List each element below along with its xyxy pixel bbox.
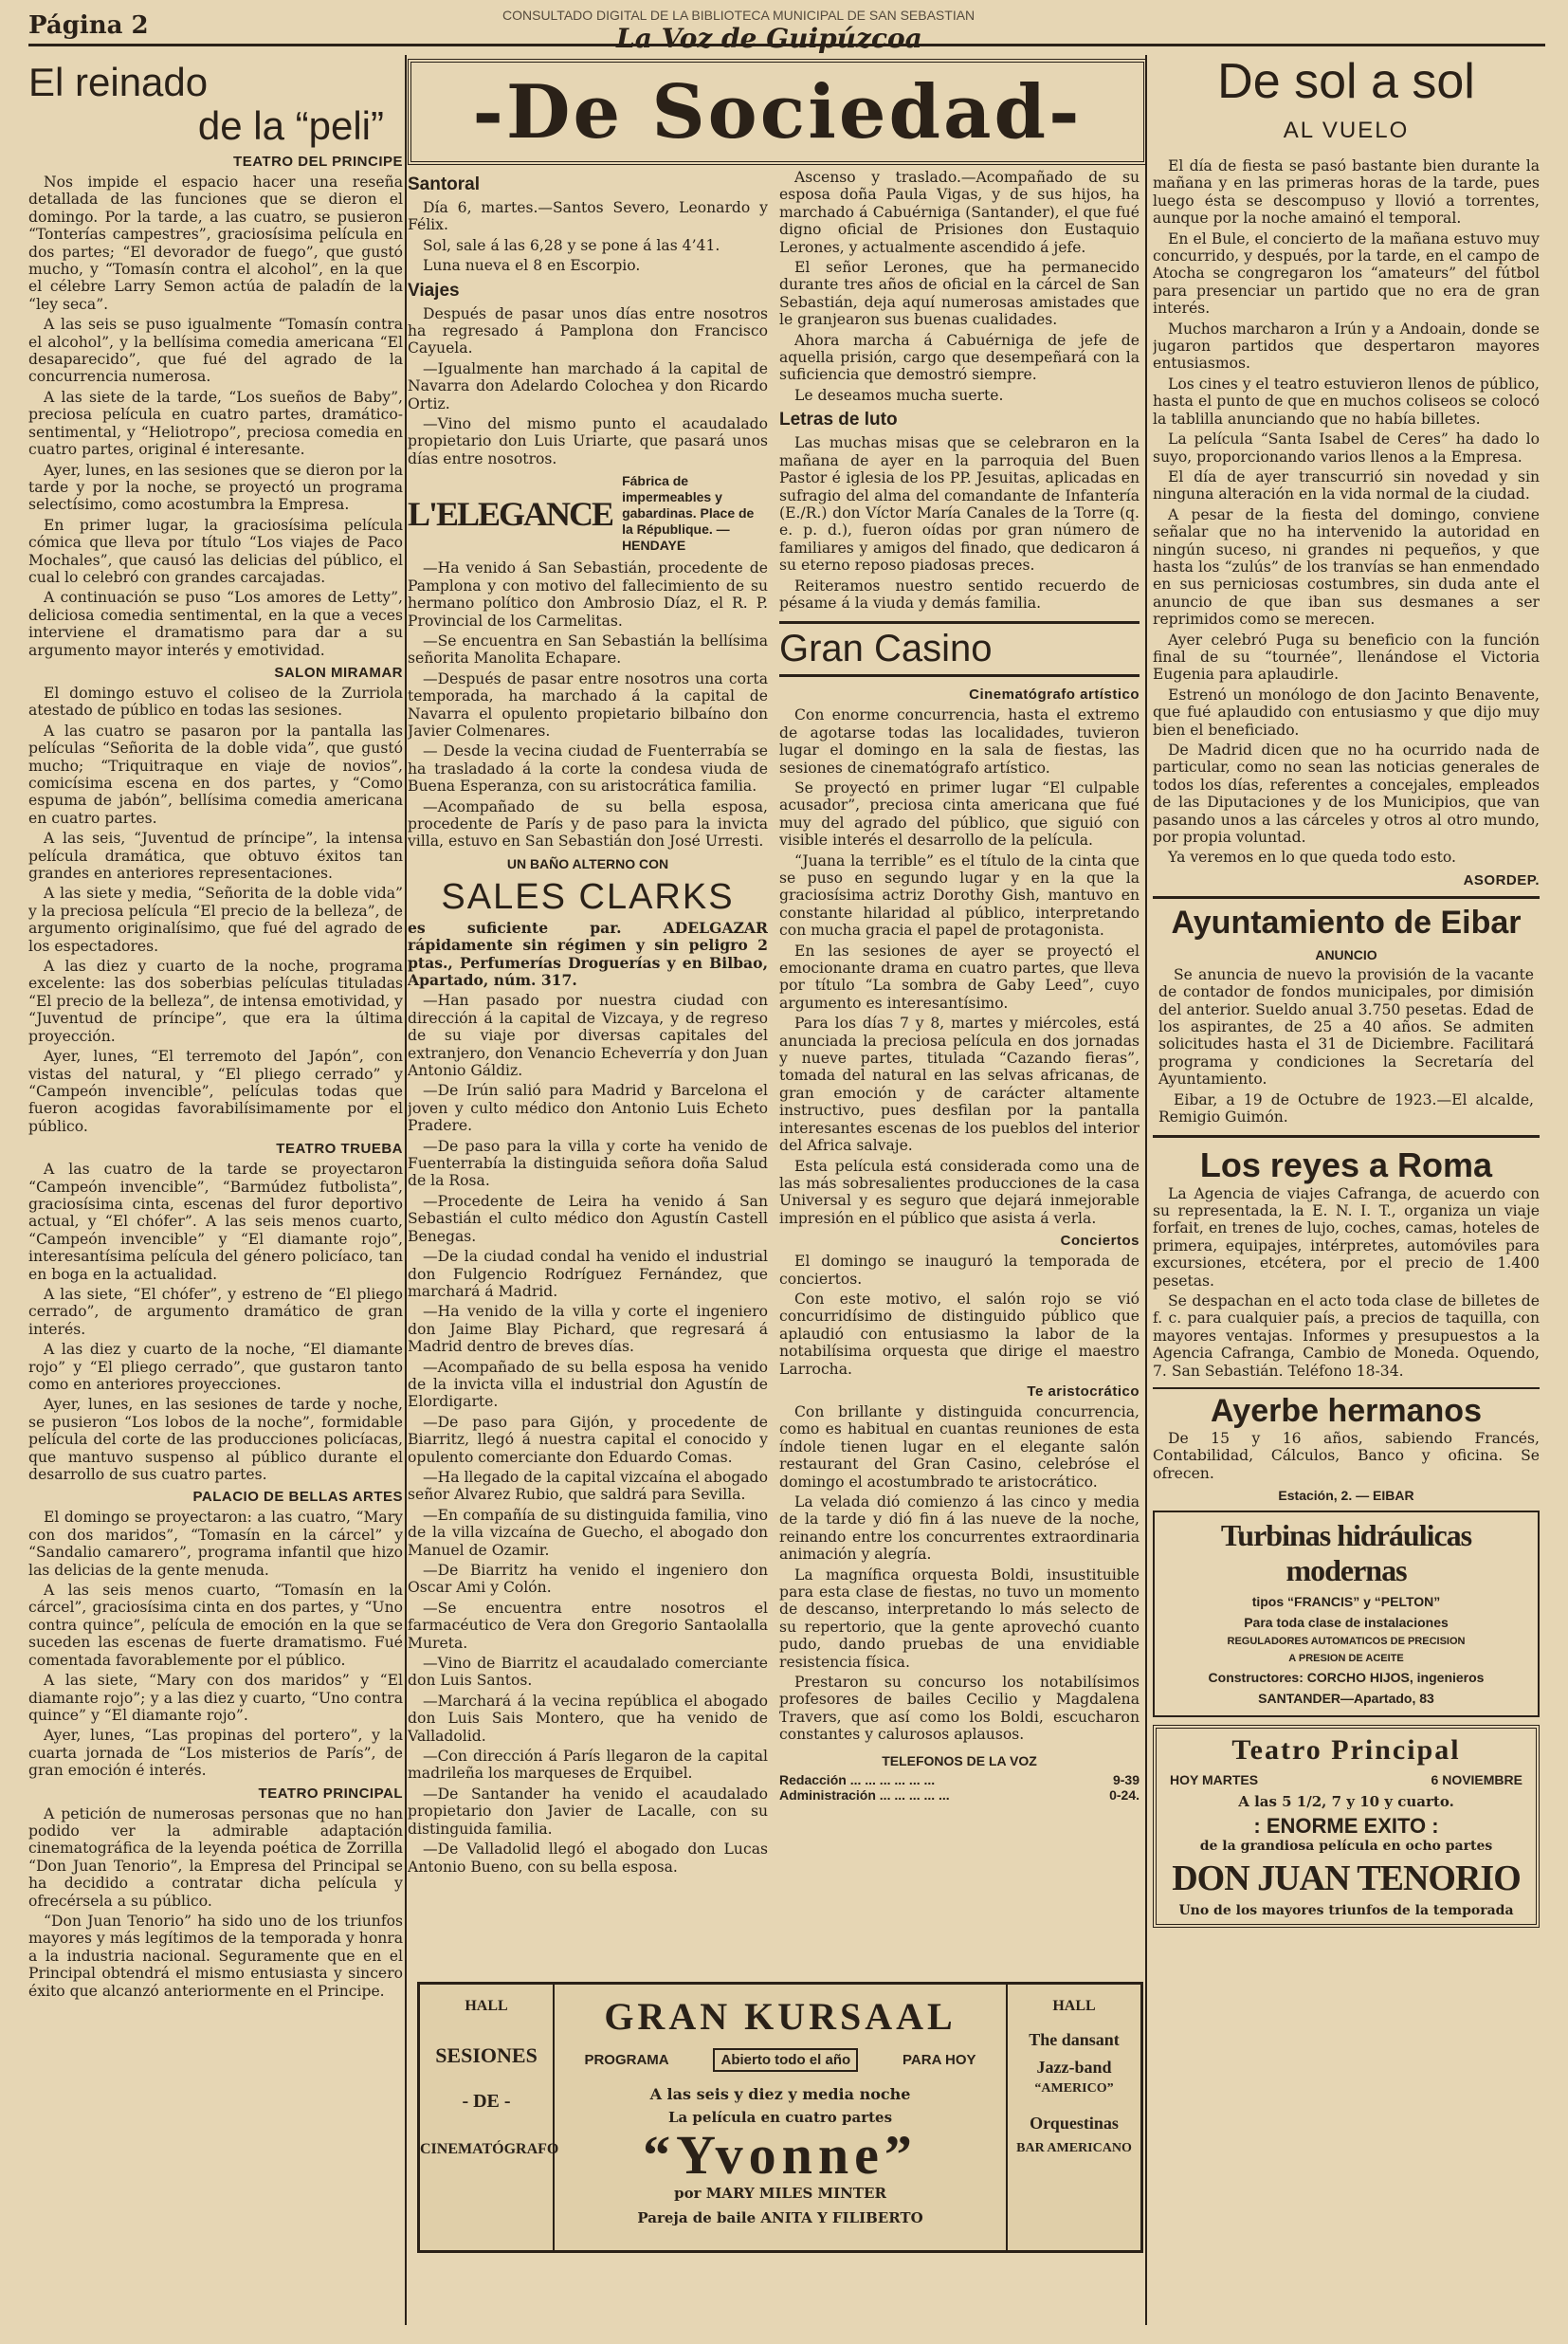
paragraph: A las cuatro de la tarde se proyectaron “Campeón invencible”, “Barmúdez futbolista”, graciosísima cinta, escenas del furor deportivo actual, y “El chófer”. A las seis menos cuarto, “Campeón invencible” y “El diamante rojo”, interesantísima película del género policíaco, tan en boga en la actualidad. [28, 1161, 403, 1283]
sociedad-title: -De Sociedad- [408, 59, 1147, 165]
paragraph: Ascenso y traslado.—Acompañado de su esposa doña Paula Vigas, y de sus hijos, ha marchado á Cabuérniga (Santander), el que fué digno oficial de Prisiones don Eustaquio Lerones, y actualmente ascendido á jefe. [779, 169, 1140, 256]
archive-stamp: CONSULTADO DIGITAL DE LA BIBLIOTECA MUNICIPAL DE SAN SEBASTIAN [502, 8, 975, 23]
paragraph: —Procedente de Leira ha venido á San Sebastián el culto médico don Agustín Castell Benegas. [408, 1192, 768, 1245]
paragraph: Se proyectó en primer lugar “El culpable acusador”, preciosa cinta americana que fué muy del agrado del público, que siguió con visible interés el desarrollo de la película. [779, 778, 1140, 850]
title-line: El reinado [28, 60, 209, 104]
telefono-redaccion [779, 1772, 1140, 1787]
turbinas-line: Constructores: CORCHO HIJOS, ingenieros [1208, 1670, 1485, 1686]
paragraph: A las diez y cuarto de la noche, “El diamante rojo” y “El pliego cerrado”, que gustaron tanto como en anteriores proyecciones. [28, 1341, 403, 1393]
telefono-administracion [779, 1787, 1140, 1803]
paragraph: —De Biarritz ha venido el ingeniero don Oscar Ami y Colón. [408, 1562, 768, 1597]
conciertos-list [779, 1253, 1140, 1378]
cine-list [779, 706, 1140, 1227]
paragraph: Le deseamos mucha suerte. [794, 386, 1004, 404]
abierto-label: Abierto todo el año [713, 2048, 858, 2072]
kursaal-pareja: Pareja de baile ANITA Y FILIBERTO [637, 2209, 923, 2226]
kursaal-ad [417, 1982, 1143, 2253]
eibar-ad [1153, 896, 1540, 1138]
teatro-principal-ad [1153, 1725, 1540, 1928]
kursaal-programa-row [562, 2048, 998, 2072]
jazz-label: Jazz-band [1036, 2058, 1112, 2077]
paragraph: Reiteramos nuestro sentido recuerdo de pésame á la viuda y demás familia. [779, 577, 1140, 612]
paragraph: —Marchará á la vecina república el abogado don Luis Sais Montero, que ha venido de Valladolid. [408, 1692, 768, 1745]
viajes-list [408, 992, 768, 1876]
paragraph: A continuación se puso “Los amores de Letty”, deliciosa comedia sentimental, en la que a veces interviene el dramatismo para dar a su argumento mayor interés y emotividad. [28, 589, 403, 659]
section-heading: Te aristocrático [1027, 1383, 1140, 1400]
turbinas-ad [1153, 1511, 1540, 1717]
paragraph: —Se encuentra en San Sebastián la bellísima señorita Manolita Echapare. [408, 632, 768, 668]
paragraph: A las siete, “Mary con dos maridos” y “El diamante rojo”; y a las diez y cuarto, “Uno contra quince” y “El diamante rojo”. [28, 1672, 403, 1724]
paragraph: Con brillante y distinguida concurrencia, como es habitual en cuantas reuniones de esta índole tienen lugar en el elegante salón restaurant del Gran Casino, celebróse el domingo el acostumbrado te aristocrático. [779, 1402, 1140, 1491]
paragraph: Nos impide el espacio hacer una reseña detallada de las funciones que se dieron el domingo. Por la tarde, a las cuatro, se pusieron “Tonterías campestres”, graciosísima película en dos partes; “El devorador de fuego”, que gustó mucho, y “Tomasín contra el alcohol”, en la que el célebre Larry Semon actúa de paladín de la “ley seca”. [28, 174, 403, 313]
paragraph: En el Bule, el concierto de la mañana estuvo muy concurrido, y después, por la tarde, en el campo de Atocha se congregaron los “amateurs” del fútbol para presenciar un partido que no era de gran interés. [1153, 229, 1540, 318]
paragraph: En primer lugar, la graciosísima película cómica que lleva por título “Los viajes de Paco Mochales”, que causó las delicias del público, el cual lo celebró con grandes carcajadas. [28, 516, 403, 586]
sesiones-label: SESIONES [435, 2043, 538, 2067]
paragraph: En las sesiones de ayer se proyectó el emocionante drama en cuatro partes, que lleva por título “La sombra de Gaby Leed”, cuyo argumento es interesantísimo. [779, 942, 1140, 1012]
eibar-sub: ANUNCIO [1315, 946, 1377, 962]
paragraph: —De paso para la villa y corte ha venido de Fuenterrabía la distinguida señora doña Salud de la Rosa. [408, 1137, 768, 1190]
luto-list [779, 434, 1140, 612]
eibar-sign: Eibar, a 19 de Octubre de 1923.—El alcalde, Remigio Guimón. [1158, 1090, 1534, 1126]
paragraph: —Acompañado de su bella esposa ha venido de la invicta villa el industrial don Agustín de Elordigarte. [408, 1358, 768, 1411]
paragraph: Los cines y el teatro estuvieron llenos de público, hasta el punto de que en muchos coliseos se colocó la tablilla anunciando que no había billetes. [1153, 375, 1540, 428]
paragraph: La película “Santa Isabel de Ceres” ha dado lo suyo, proporcionando varios llenos a la Empresa. [1153, 430, 1540, 466]
section-heading: Viajes [408, 280, 460, 301]
elegance-ad [408, 473, 768, 554]
turbinas-line: SANTANDER—Apartado, 83 [1258, 1691, 1434, 1707]
paragraph: —Con dirección á París llegaron de la capital madrileña los marqueses de Erquibel. [408, 1748, 768, 1783]
bar-label: BAR AMERICANO [1016, 2141, 1132, 2155]
paragraph: —De Santander ha venido el acaudalado propietario don Javier de Lacalle, con su distinguida familia. [408, 1785, 768, 1838]
paragraph: —Ha llegado de la capital vizcaína el abogado señor Alvarez Rubio, que saldrá para Sevilla. [408, 1468, 768, 1504]
paragraph: —De Irún salió para Madrid y Barcelona el joven y culto médico don Antonio Luis Echeto Pradere. [408, 1082, 768, 1135]
paragraph: A las seis menos cuarto, “Tomasín en la cárcel”, graciosísima cinta en dos partes, y “Uno contra quince”, película de emoción en la que se suceden las escenas de fuerte dramatismo. Fué comentada favorablemente por el público. [28, 1582, 403, 1669]
tp-title: Teatro Principal [1231, 1734, 1461, 1767]
turbinas-title: Turbinas hidráulicas modernas [1220, 1518, 1472, 1588]
tp-times: A las 5 1/2, 7 y 10 y cuarto. [1238, 1793, 1454, 1811]
ayerbe-title: Ayerbe hermanos [1153, 1387, 1540, 1430]
section-heading: TEATRO DEL PRINCIPE [233, 154, 403, 170]
turbinas-line: A PRESION DE ACEITE [1288, 1653, 1404, 1665]
kursaal-pelicula: La película en cuatro partes [667, 2109, 893, 2126]
paragraph: A pesar de la fiesta del domingo, conviene señalar que no ha intervenido la autoridad en ningún suceso, ni grandes ni pequeños, y que hasta los “zulús” de los tranvías se han enmendado en sus perniciosas costumbres, sin duda ante el anuncio de que iban sus desmanes a ser reprimidos como se merecen. [1153, 505, 1540, 629]
paragraph: —De la ciudad condal ha venido el industrial don Fulgencio Rodríguez Fernández, que marchará á Madrid. [408, 1248, 768, 1300]
ayerbe-address: Estación, 2. — EIBAR [1278, 1488, 1414, 1504]
tp-foot: Uno de los mayores triunfos de la temporada [1178, 1903, 1514, 1919]
kursaal-horas: A las seis y diez y media noche [649, 2085, 911, 2103]
paragraph: Esta película está considerada como una de las más sobresalientes producciones de la casa Universal y es seguro que dejará inmejorable impresión en el público que asista á verla. [779, 1157, 1140, 1227]
eibar-title: Ayuntamiento de Eibar [1171, 904, 1522, 941]
title-line: de la “peli” [197, 103, 384, 148]
paragraph: A las diez y cuarto de la noche, programa excelente: las dos soberbias películas tituladas “El precio de la belleza”, de intensa emotividad, y “Juventud de príncipe”, que era la última proyección. [28, 958, 403, 1045]
paragraph: De Madrid dicen que no ha ocurrido nada de particular, como no sean las noticias generales de todos los días, referentes a concejales, empleados de las Diputaciones y de los Municipios, que van pasando unos a las cárceles y otros al otro mundo, por propia voluntad. [1153, 742, 1540, 847]
paragraph: —Acompañado de su bella esposa, procedente de París y de paso para la invicta villa, estuvo en San Sebastián don José Urresti. [408, 797, 768, 851]
paragraph: A las cuatro se pasaron por la pantalla las películas “Señorita de la doble vida”, que gustó mucho; “Triquitraque en viaje de novios”, comicísima escena en dos partes, y “Como espuma de jabón”, bellísima comedia americana en cuatro partes. [28, 722, 403, 827]
paragraph: —De Valladolid llegó el abogado don Lucas Antonio Bueno, con su bella esposa. [408, 1840, 768, 1876]
signature: ASORDEP. [1463, 871, 1540, 888]
hall-label: HALL [465, 1998, 508, 2014]
telefonos-heading: TELEFONOS DE LA VOZ [882, 1752, 1037, 1768]
tp-exito: : ENORME EXITO : [1253, 1814, 1439, 1839]
paragraph: Ayer, lunes, en las sesiones de tarde y noche, se pusieron “Los lobos de la noche”, formidable película del corte de las producciones policíacas, que mantuvo suspenso al público durante el desarrollo de sus cuatro partes. [28, 1396, 403, 1484]
turbinas-line: REGULADORES AUTOMATICOS DE PRECISION [1227, 1636, 1466, 1648]
section-heading: PALACIO DE BELLAS ARTES [192, 1489, 403, 1506]
eibar-text: Se anuncia de nuevo la provisión de la vacante de contador de fondos municipales, por dimisión del anterior. Sueldo anual 3.750 pesetas. Edad de los aspirantes, de 25 a 40 años. Se admiten solicitudes hasta el 31 de Diciembre. Facilitará programa y condiciones la Secretaría del Ayuntamiento. [1158, 965, 1534, 1089]
tp-date-row [1170, 1772, 1522, 1787]
paragraph: Sol, sale á las 6,28 y se pone á las 4’41. [423, 236, 720, 254]
paragraph: A las siete y media, “Señorita de la doble vida” y la preciosa película “El precio de la belleza”, de argumento originalísimo, que fué del agrado de los espectadores. [28, 885, 403, 955]
paragraph: A las siete, “El chófer”, y estreno de “El pliego cerrado”, de argumento dramático de gran interés. [28, 1285, 403, 1338]
column-rule [1145, 55, 1147, 2325]
paragraph: La magnífica orquesta Boldi, insustituible para esta clase de fiestas, no tuvo un momento de descanso, interpretando lo más selecto de su repertorio, que la gente aprovechó cuanto pudo, dando pruebas de una envidiable resistencia física. [779, 1566, 1140, 1671]
sales-ad-title: SALES CLARKS [441, 876, 735, 917]
paragraph: El domingo estuvo el coliseo de la Zurriola atestado de público en todas las sesiones. [28, 684, 403, 720]
kursaal-film: “Yvonne” [643, 2124, 918, 2186]
paragraph: —De paso para Gijón, y procedente de Biarritz, llegó á nuestra capital el conocido y opulento comerciante don Eduardo Comas. [408, 1413, 768, 1466]
column-de-sol-a-sol [1153, 55, 1540, 2325]
dansant-label: The dansant [1029, 2030, 1120, 2049]
column-cinema-reviews [28, 55, 403, 2325]
masthead: La Voz de Guipúzcoa [616, 23, 922, 54]
reyes-text: La Agencia de viajes Cafranga, de acuerdo con su representada, la E. N. I. T., organiza un viaje forfait, en trenes de lujo, coches, camas, hoteles de primera, equipajes, intérpretes, automóviles para excursiones, etcétera, por el precio de 1.400 pesetas. [1153, 1184, 1540, 1290]
ascenso-list [779, 169, 1140, 404]
paragraph: Con este motivo, el salón rojo se vió concurridísimo de distinguido público que aplaudió con entusiasmo la labor de la notabilísima orquesta que dirige el maestro Larrocha. [779, 1290, 1140, 1378]
paragraph: Día 6, martes.—Santos Severo, Leonardo y Félix. [408, 199, 768, 234]
paragraph: A petición de numerosas personas que no han podido ver la admirable adaptación cinematográfica de la leyenda poética de Zorrilla “Don Juan Tenorio”, la Empresa del Principal se ha decidido a contratar dicha película y ofrecérsela a su público. [28, 1804, 403, 1910]
tel-number: 9-39 [1112, 1771, 1140, 1787]
paragraph: Prestaron su concurso los notabilísimos profesores de bailes Cecilio y Magdalena Travers, que así como los Boldi, escucharon constantes y calurosos aplausos. [779, 1674, 1140, 1744]
paragraph: —Ha venido de la villa y corte el ingeniero don Jaime Blay Pichard, que regresará á Madrid dentro de breves días. [408, 1303, 768, 1356]
paragraph: “Don Juan Tenorio” ha sido uno de los triunfos mayores y más legítimos de la temporada y honra a la industria nacional. Seguramente que en el Principal obtendrá el mismo entusiasta y sincero éxito que alcanzó anteriormente en el Principe. [28, 1912, 403, 2000]
kursaal-left-panel [420, 1985, 559, 2250]
programa-label: PROGRAMA [584, 2052, 669, 2068]
para-hoy-label: PARA HOY [903, 2052, 976, 2068]
column-rule [405, 55, 407, 2325]
article-title [28, 61, 403, 148]
paragraph: —Igualmente han marchado á la capital de Navarra don Adelardo Colochea y don Ricardo Ortiz. [408, 359, 768, 412]
paragraph: El día de fiesta se pasó bastante bien durante la mañana y en las primeras horas de la tarde, pues luego ésta se descompuso y llovió a torrentes, aunque por la noche amainó el temporal. [1153, 157, 1540, 228]
viajes-list [408, 559, 768, 851]
tp-desc: de la grandiosa película en ocho partes [1199, 1839, 1493, 1855]
paragraph: El señor Lerones, que ha permanecido durante tres años de oficial en la cárcel de San Sebastián, deja aquí numerosas amistades que le granjearon sus buenas cualidades. [779, 259, 1140, 329]
paragraph: Estrenó un monólogo de don Jacinto Benavente, que fué aplaudido con entusiasmo y que dijo muy bien el beneficiado. [1153, 686, 1540, 739]
sol-paragraphs [1153, 157, 1540, 867]
paragraph: El domingo se proyectaron: a las cuatro, “Mary con dos maridos”, “Tomasín en la cárcel” y “Sandalio camarero”, programa infantil que hizo las delicias de la gente menuda. [28, 1509, 403, 1579]
column-society-2 [779, 169, 1140, 1946]
kursaal-title: GRAN KURSAAL [604, 1995, 957, 2038]
tp-date-right: 6 NOVIEMBRE [1431, 1772, 1522, 1788]
sales-ad-text: es suficiente par. ADELGAZAR rápidamente sin régimen y sin peligro 2 ptas., Perfumerías Droguerías y en Bilbao, Apartado, núm. 317. [408, 918, 768, 989]
paragraph: Las muchas misas que se celebraron en la mañana de ayer en la parroquia del Buen Pastor é iglesia de los PP. Jesuitas, aplicadas en sufragio del alma del comandante de Infantería (E./R.) don Víctor María Canales de la Torre (q. e. p. d.), fueron oídas por gran número de familiares y amigos del finado, que dedicaron á su eterno reposo piadosas preces. [779, 434, 1140, 575]
reyes-title: Los reyes a Roma [1199, 1145, 1493, 1184]
tel-label: Administración ... ... ... ... ... [779, 1786, 950, 1803]
orquestinas-label: Orquestinas [1030, 2114, 1119, 2133]
section-heading: Cinematógrafo artístico [969, 687, 1140, 704]
tp-film: DON JUAN TENORIO [1172, 1859, 1521, 1899]
paragraph: Ayer, lunes, “El terremoto del Japón”, con vistas del natural, y “El pliego cerrado” y “Campeón invencible”, películas todas que fueron acogidas favorabilísimamente por el público. [28, 1048, 403, 1135]
paragraph: La velada dió comienzo á las cinco y media de la tarde y dió fin á las nueve de la noche, reinando entre los concurrentes extraordinaria animación y alegría. [779, 1493, 1140, 1564]
paragraph: A las seis, “Juventud de príncipe”, la intensa película dramática, que obtuvo éxitos tan grandes en anteriores representaciones. [28, 830, 403, 883]
tp-date-left: HOY MARTES [1170, 1772, 1259, 1788]
hall-label: HALL [1052, 1998, 1096, 2014]
gran-casino-title: Gran Casino [779, 621, 1140, 677]
paragraph: Luna nueva el 8 en Escorpio. [423, 257, 641, 275]
page-number: Página 2 [28, 11, 149, 40]
paragraph: Ahora marcha á Cabuérniga de jefe de aquella prisión, cargo que desempeñará con la suficiencia que demostró siempre. [779, 331, 1140, 384]
paragraph: “Juana la terrible” es el título de la cinta que se puso en segundo lugar y en la que la graciosísima actriz Dorothy Gish, mantuvo en constante hilaridad al público, interpretando con mucha gracia el papel de protagonista. [779, 852, 1140, 940]
paragraph: A las seis se puso igualmente “Tomasín contra el alcohol”, y la bellísima comedia americana “El desaparecido”, que fué del agrado de la concurrencia numerosa. [28, 316, 403, 386]
turbinas-line: tipos “FRANCIS” y “PELTON” [1251, 1594, 1441, 1610]
cinematografo-label: CINEMATÓGRAFO [420, 2141, 559, 2157]
tel-label: Redacción ... ... ... ... ... ... [779, 1771, 936, 1787]
paragraph: —En compañía de su distinguida familia, vino de la villa vizcaína de Guecho, el abogado don Manuel de Ozamir. [408, 1506, 768, 1559]
paragraph: Ayer, lunes, en las sesiones que se dieron por la tarde y por la noche, se proyectó un programa selectísimo, como acostumbra la Empresa. [28, 461, 403, 514]
reyes-text: Se despachan en el acto toda clase de billetes de f. c. para cualquier país, a precios de taquilla, con mayores ventajas. Informes y presupuestos a la Agencia Cafranga, Cambio de Moneda. Oquendo, 7. San Sebastián. Teléfono 18-34. [1153, 1291, 1540, 1380]
de-label: - DE - [462, 2091, 511, 2112]
sales-ad-head: UN BAÑO ALTERNO CON [506, 855, 669, 871]
paragraph: A las siete de la tarde, “Los sueños de Baby”, preciosa película en cuatro partes, dramático-sentimental, y “Heliotropo”, preciosa comedia en cuatro partes, original é interesante. [28, 388, 403, 459]
paragraph: Después de pasar unos días entre nosotros ha regresado á Pamplona don Francisco Cayuela. [408, 304, 768, 357]
paragraph: Con enorme concurrencia, hasta el extremo de agotarse todas las localidades, tuvieron lugar el domingo en la sala de fiestas, las sesiones de cinematógrafo artístico. [779, 706, 1140, 777]
paragraph: El día de ayer transcurrió sin novedad y sin ninguna alteración en la vida normal de la ciudad. [1153, 467, 1540, 504]
ayerbe-text: De 15 y 16 años, sabiendo Francés, Contabilidad, Cálculos, Banco y oficina. Se ofrecen. [1153, 1429, 1540, 1482]
section-heading: Santoral [408, 174, 481, 194]
section-heading: Letras de luto [779, 410, 898, 430]
turbinas-line: Para toda clase de instalaciones [1244, 1615, 1449, 1631]
paragraph: —Vino del mismo punto el acaudalado propietario don Luis Uriarte, que pasará unos días entre nosotros. [408, 415, 768, 467]
section-heading: SALON MIRAMAR [274, 664, 403, 681]
americo-label: “AMERICO” [1034, 2081, 1114, 2096]
paragraph: — Desde la vecina ciudad de Fuenterrabía se ha trasladado á la corte la condesa viuda de Buena Esperanza, con su aristocrática familia. [408, 742, 768, 796]
elegance-logo: L'ELEGANCE [408, 494, 613, 533]
section-heading: TEATRO PRINCIPAL [258, 1785, 403, 1802]
section-heading: TEATRO TRUEBA [276, 1141, 403, 1158]
section-heading: Conciertos [1060, 1233, 1140, 1250]
column-subtitle: AL VUELO [1283, 118, 1410, 143]
paragraph: —Vino de Biarritz el acaudalado comerciante don Luis Santos. [408, 1655, 768, 1690]
paragraph: —Después de pasar entre nosotros una corta temporada, ha marchado á la capital de Navarra el opulento propietario bilbaíno don Javier Colmenares. [408, 669, 768, 740]
paragraph: Muchos marcharon a Irún y a Andoain, donde se jugaron partidos que despertaron mayores entusiasmos. [1153, 320, 1540, 373]
santoral-list [408, 199, 768, 275]
paragraph: El domingo se inauguró la temporada de conciertos. [779, 1253, 1140, 1288]
te-list [779, 1403, 1140, 1744]
paragraph: Ya veremos en lo que queda todo esto. [1168, 849, 1457, 867]
kursaal-main [562, 1985, 998, 2250]
kursaal-por: por MARY MILES MINTER [674, 2185, 886, 2202]
page-header [28, 8, 1545, 54]
paragraph: —Han pasado por nuestra ciudad con dirección á la capital de Vizcaya, y de regreso de su viaje por diversas capitales del extranjero, don Venancio Echeverría y don Juan Antonio Gáldiz. [408, 992, 768, 1080]
paragraph: Ayer, lunes, “Las propinas del portero”, y la cuarta jornada de “Los misterios de París”, de gran emoción é interés. [28, 1727, 403, 1780]
paragraph: —Se encuentra entre nosotros el farmacéutico de Vera don Gregorio Santaolalla Mureta. [408, 1599, 768, 1652]
paragraph: Para los días 7 y 8, martes y miércoles, está anunciada la preciosa película en dos jornadas y nueve partes, titulada “Cazando fieras”, tomada del natural en las selvas africanas, de gran emoción y de carácter altamente instructivo, pues desfilan por la pantalla interesantes escenas de los pueblos del interior del Africa salvaje. [779, 1015, 1140, 1155]
viajes-list [408, 305, 768, 468]
review-sections [28, 154, 403, 2000]
paragraph: —Ha venido á San Sebastián, procedente de Pamplona y con motivo del fallecimiento de su hermano político don Ambrosio Díaz, el R. P. Provincial de los Carmelitas. [408, 559, 768, 630]
tel-number: 0-24. [1109, 1786, 1140, 1803]
paragraph: Ayer celebró Puga su beneficio con la función final de su “tournée”, llenándose el Victoria Eugenia para aplaudirle. [1153, 631, 1540, 684]
elegance-desc: Fábrica de impermeables y gabardinas. Place de la République. — HENDAYE [622, 473, 755, 554]
column-title: De sol a sol [1217, 55, 1475, 109]
kursaal-right-panel [1006, 1985, 1140, 2250]
